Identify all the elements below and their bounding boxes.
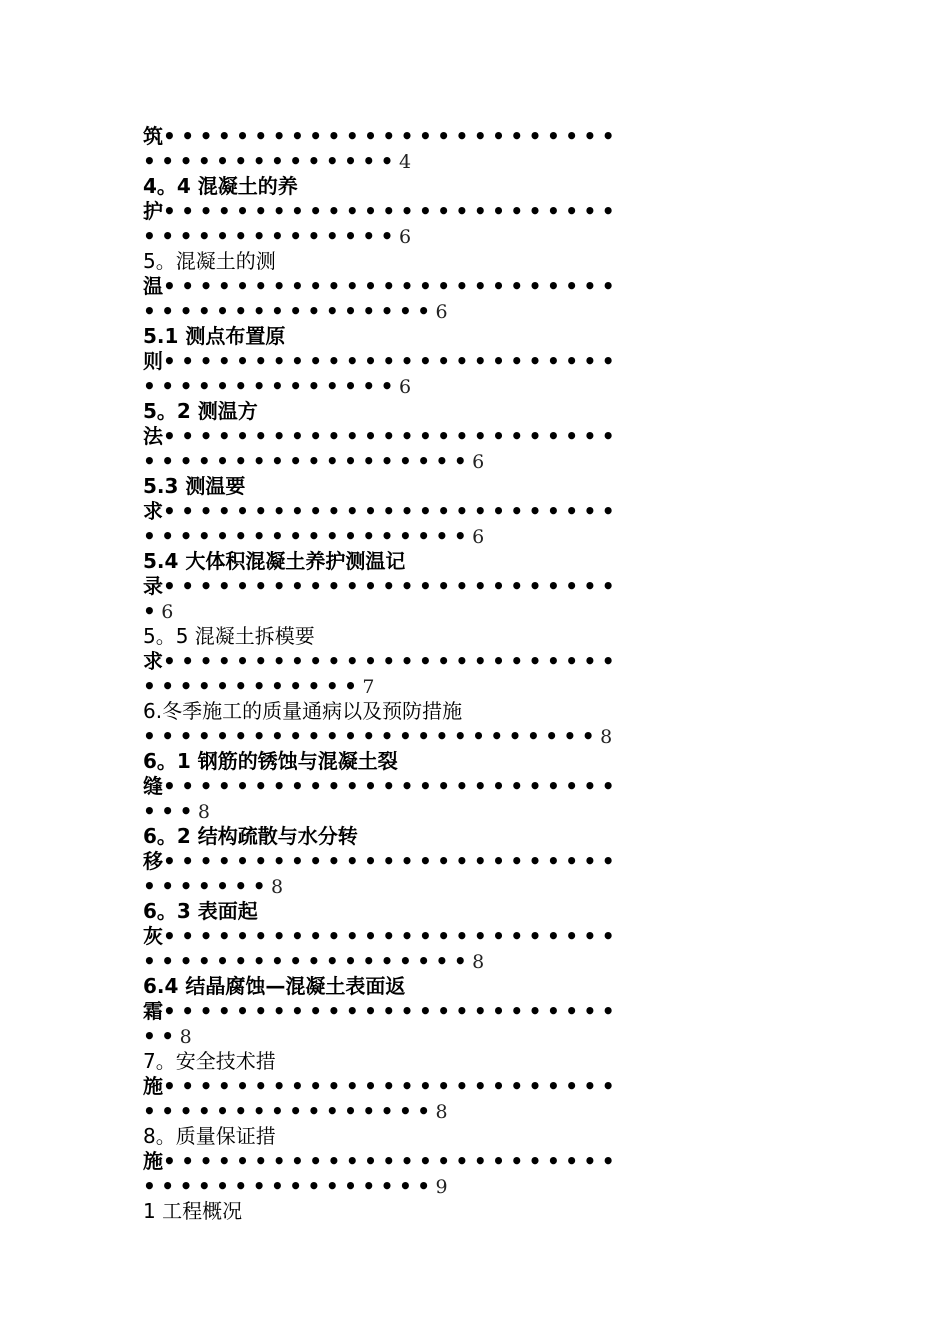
toc-entry-heading[interactable]: 6.冬季施工的质量通病以及预防措施	[143, 699, 463, 723]
toc-page-line	[143, 1099, 803, 1124]
dot-leader: •••••••••••••••••••••••••	[163, 499, 621, 523]
toc-entry-tail: 缝	[143, 774, 163, 798]
dot-leader: •••••••••••••••••••••••••	[163, 999, 621, 1023]
toc-entry-tail-line	[143, 1149, 803, 1174]
toc-entry-heading[interactable]: 8。质量保证措	[143, 1124, 276, 1148]
dot-leader: •	[143, 599, 162, 623]
toc-page-number[interactable]: 8	[270, 876, 284, 898]
toc-page-line	[143, 1174, 803, 1199]
toc-entry-tail: 则	[143, 349, 163, 373]
dot-leader: ••••••••••••••	[143, 224, 399, 248]
toc-entry-tail: 护	[143, 199, 163, 223]
toc-page-number[interactable]: 8	[197, 801, 210, 823]
toc-entry-tail: 录	[143, 574, 163, 598]
toc-page-number[interactable]: 6	[398, 226, 412, 248]
dot-leader: ••••••••••••••••	[143, 299, 436, 323]
toc-entry-tail: 求	[143, 499, 163, 523]
dot-leader: •••••••••••••••••••••••••	[163, 424, 621, 448]
toc-entry-heading[interactable]: 6.4 结晶腐蚀—混凝土表面返	[143, 974, 406, 998]
section-title: 1 工程概况	[143, 1199, 243, 1223]
toc-entry-tail-line	[143, 124, 803, 149]
toc-page-line	[143, 724, 803, 749]
dot-leader: •••••••••••••••••••••••••	[163, 574, 621, 598]
toc-entry-tail-line	[143, 274, 803, 299]
toc-page-number[interactable]: 6	[472, 451, 485, 473]
toc-page-number[interactable]: 8	[179, 1026, 192, 1048]
dot-leader: •••••••••••••••••••••••••	[163, 199, 621, 223]
dot-leader: •••••••••••••••••••••••••	[163, 924, 621, 948]
toc-page-number[interactable]: 6	[161, 601, 174, 623]
toc-page-number[interactable]: 4	[398, 151, 412, 173]
toc-entry-heading[interactable]: 6。2 结构疏散与水分转	[143, 824, 358, 848]
toc-page-line	[143, 374, 803, 399]
toc-entry-tail: 施	[143, 1074, 163, 1098]
toc-entry-tail-line	[143, 1074, 803, 1099]
dot-leader: •••••••••••••••••••••••••	[143, 724, 601, 748]
toc-page-line	[143, 224, 803, 249]
dot-leader: •••••••••••••••••••••••••	[163, 649, 621, 673]
toc-entry-tail-line	[143, 999, 803, 1024]
dot-leader: ••	[143, 1024, 180, 1048]
toc-entry-heading[interactable]: 5。混凝土的测	[143, 249, 276, 273]
toc-page-number[interactable]: 8	[435, 1101, 448, 1123]
dot-leader: •••••••	[143, 874, 271, 898]
dot-leader: •••••••••••••••••••••••••	[163, 1149, 621, 1173]
toc-entry-tail-line	[143, 649, 803, 674]
toc-entry-tail-line	[143, 774, 803, 799]
toc-page-line	[143, 949, 803, 974]
dot-leader: ••••••••••••••••••	[143, 449, 473, 473]
toc-entry-heading[interactable]: 5.1 测点布置原	[143, 324, 286, 348]
dot-leader: •••••••••••••••••••••••••	[163, 1074, 621, 1098]
toc-page-number[interactable]: 6	[435, 301, 448, 323]
toc-page-line	[143, 299, 803, 324]
toc-entry-tail: 求	[143, 649, 163, 673]
toc-page-line	[143, 874, 803, 899]
toc-entry-tail-line	[143, 424, 803, 449]
toc-page-line	[143, 524, 803, 549]
dot-leader: ••••••••••••••••••	[143, 949, 473, 973]
toc-entry-tail-line	[143, 499, 803, 524]
toc-entry-heading[interactable]: 5.4 大体积混凝土养护测温记	[143, 549, 406, 573]
toc-page-number[interactable]: 8	[600, 726, 613, 748]
dot-leader: ••••••••••••••	[143, 149, 399, 173]
toc-page-line	[143, 149, 803, 174]
toc-entry-tail-line	[143, 349, 803, 374]
toc-entry-tail-line	[143, 199, 803, 224]
toc-entry-tail: 施	[143, 1149, 163, 1173]
table-of-contents	[143, 124, 803, 1224]
dot-leader: ••••••••••••••••	[143, 1174, 436, 1198]
toc-page-number[interactable]: 6	[472, 526, 485, 548]
toc-page-number[interactable]: 6	[398, 376, 412, 398]
toc-entry-heading[interactable]: 5。2 测温方	[143, 399, 258, 423]
toc-page-number[interactable]: 9	[435, 1176, 448, 1198]
toc-entry-tail-line	[143, 574, 803, 599]
dot-leader: ••••••••••••••	[143, 374, 399, 398]
toc-page-line	[143, 599, 803, 624]
dot-leader: ••••••••••••	[143, 674, 363, 698]
toc-entry-heading[interactable]: 5.3 测温要	[143, 474, 246, 498]
toc-page-line	[143, 674, 803, 699]
dot-leader: •••••••••••••••••••••••••	[163, 349, 621, 373]
dot-leader: ••••••••••••••••••	[143, 524, 473, 548]
toc-entry-heading[interactable]: 7。安全技术措	[143, 1049, 276, 1073]
toc-entry-heading[interactable]: 4。4 混凝土的养	[143, 174, 298, 198]
dot-leader: ••••••••••••••••	[143, 1099, 436, 1123]
dot-leader: •••••••••••••••••••••••••	[163, 849, 621, 873]
toc-entry-tail: 温	[143, 274, 163, 298]
toc-entry-tail-line	[143, 924, 803, 949]
toc-entry-tail-line	[143, 849, 803, 874]
dot-leader: •••••••••••••••••••••••••	[163, 124, 621, 148]
toc-entry-tail: 法	[143, 424, 163, 448]
toc-entry-tail: 霜	[143, 999, 163, 1023]
toc-page-number[interactable]: 8	[472, 951, 485, 973]
toc-entry-tail: 灰	[143, 924, 163, 948]
toc-entry-heading[interactable]: 5。5 混凝土拆模要	[143, 624, 315, 648]
toc-page-line	[143, 1024, 803, 1049]
toc-entry-tail: 筑	[143, 124, 163, 148]
dot-leader: •••	[143, 799, 198, 823]
toc-entry-heading[interactable]: 6。1 钢筋的锈蚀与混凝土裂	[143, 749, 398, 773]
toc-page-number[interactable]: 7	[362, 676, 375, 698]
toc-page-line	[143, 799, 803, 824]
toc-entry-heading[interactable]: 6。3 表面起	[143, 899, 258, 923]
toc-entry-tail: 移	[143, 849, 163, 873]
dot-leader: •••••••••••••••••••••••••	[163, 774, 621, 798]
dot-leader: •••••••••••••••••••••••••	[163, 274, 621, 298]
toc-page-line	[143, 449, 803, 474]
